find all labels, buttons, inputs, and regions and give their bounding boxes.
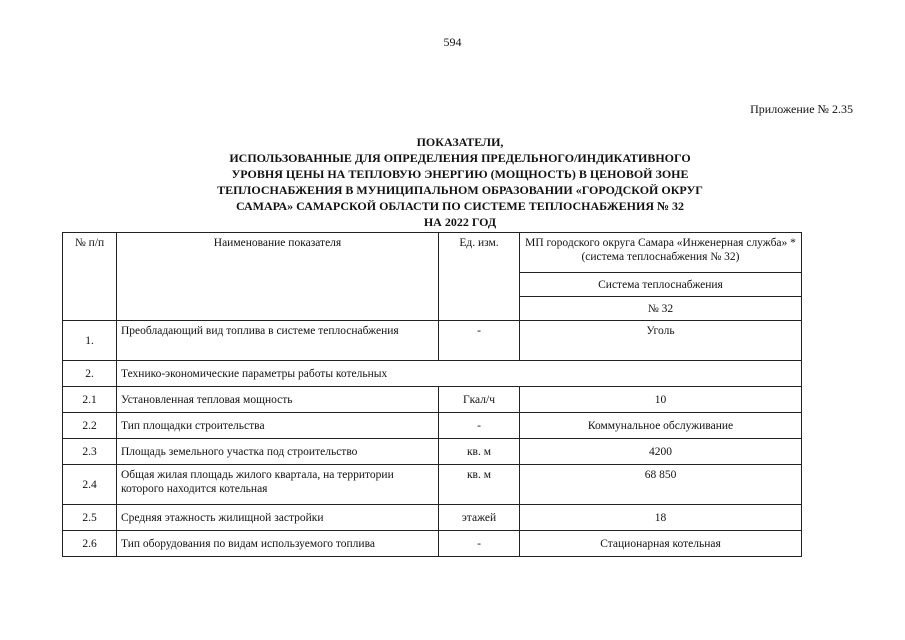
row-unit: этажей xyxy=(439,505,520,531)
header-unit: Ед. изм. xyxy=(439,233,520,321)
table-row xyxy=(63,439,802,465)
title-line: НА 2022 ГОД xyxy=(423,215,497,229)
row-num: 2.3 xyxy=(63,439,117,465)
table-row xyxy=(63,413,802,439)
table-row xyxy=(63,531,802,557)
title-line: ИСПОЛЬЗОВАННЫЕ ДЛЯ ОПРЕДЕЛЕНИЯ ПРЕДЕЛЬНОГО/ИНДИКАТИВНОГО xyxy=(229,151,691,165)
row-value: 4200 xyxy=(520,439,802,465)
table-row xyxy=(63,465,802,505)
row-num: 2.2 xyxy=(63,413,117,439)
row-num: 1. xyxy=(63,321,117,361)
row-name: Тип площадки строительства xyxy=(117,413,439,439)
header-num: № п/п xyxy=(63,233,117,321)
page-number: 594 xyxy=(443,35,462,49)
title-line: УРОВНЯ ЦЕНЫ НА ТЕПЛОВУЮ ЭНЕРГИЮ (МОЩНОСТЬ) В ЦЕНОВОЙ ЗОНЕ xyxy=(231,167,689,181)
section-name: Технико-экономические параметры работы котельных xyxy=(117,361,802,387)
table-row xyxy=(63,505,802,531)
row-value: Коммунальное обслуживание xyxy=(520,413,802,439)
row-num: 2.6 xyxy=(63,531,117,557)
title-line: САМАРА» САМАРСКОЙ ОБЛАСТИ ПО СИСТЕМЕ ТЕПЛОСНАБЖЕНИЯ № 32 xyxy=(235,199,685,213)
row-unit: кв. м xyxy=(439,439,520,465)
row-num: 2. xyxy=(63,361,117,387)
indicators-table xyxy=(62,232,802,557)
row-value: Уголь xyxy=(520,321,802,361)
row-unit: Гкал/ч xyxy=(439,387,520,413)
row-num: 2.1 xyxy=(63,387,117,413)
row-name: Общая жилая площадь жилого квартала, на территории которого находится котельная xyxy=(117,465,439,505)
row-name: Площадь земельного участка под строительство xyxy=(117,439,439,465)
table-row xyxy=(63,361,802,387)
row-num: 2.4 xyxy=(63,465,117,505)
row-value: Стационарная котельная xyxy=(520,531,802,557)
title-line: ПОКАЗАТЕЛИ, xyxy=(416,135,504,149)
row-name: Установленная тепловая мощность xyxy=(117,387,439,413)
row-unit: - xyxy=(439,321,520,361)
row-name: Средняя этажность жилищной застройки xyxy=(117,505,439,531)
row-name: Тип оборудования по видам используемого топлива xyxy=(117,531,439,557)
document-title xyxy=(150,134,770,230)
title-line: ТЕПЛОСНАБЖЕНИЯ В МУНИЦИПАЛЬНОМ ОБРАЗОВАНИИ «ГОРОДСКОЙ ОКРУГ xyxy=(217,183,703,197)
appendix-label: Приложение № 2.35 xyxy=(750,102,853,116)
row-unit: кв. м xyxy=(439,465,520,505)
row-num: 2.5 xyxy=(63,505,117,531)
row-unit: - xyxy=(439,413,520,439)
row-value: 68 850 xyxy=(520,465,802,505)
header-system-label: Система теплоснабжения xyxy=(520,273,802,297)
row-unit: - xyxy=(439,531,520,557)
table-row xyxy=(63,387,802,413)
row-value: 10 xyxy=(520,387,802,413)
header-system-number: № 32 xyxy=(520,297,802,321)
header-name: Наименование показателя xyxy=(117,233,439,321)
row-value: 18 xyxy=(520,505,802,531)
header-organization: МП городского округа Самара «Инженерная служба» * (система теплоснабжения № 32) xyxy=(520,233,802,273)
table-row xyxy=(63,321,802,361)
row-name: Преобладающий вид топлива в системе теплоснабжения xyxy=(117,321,439,361)
